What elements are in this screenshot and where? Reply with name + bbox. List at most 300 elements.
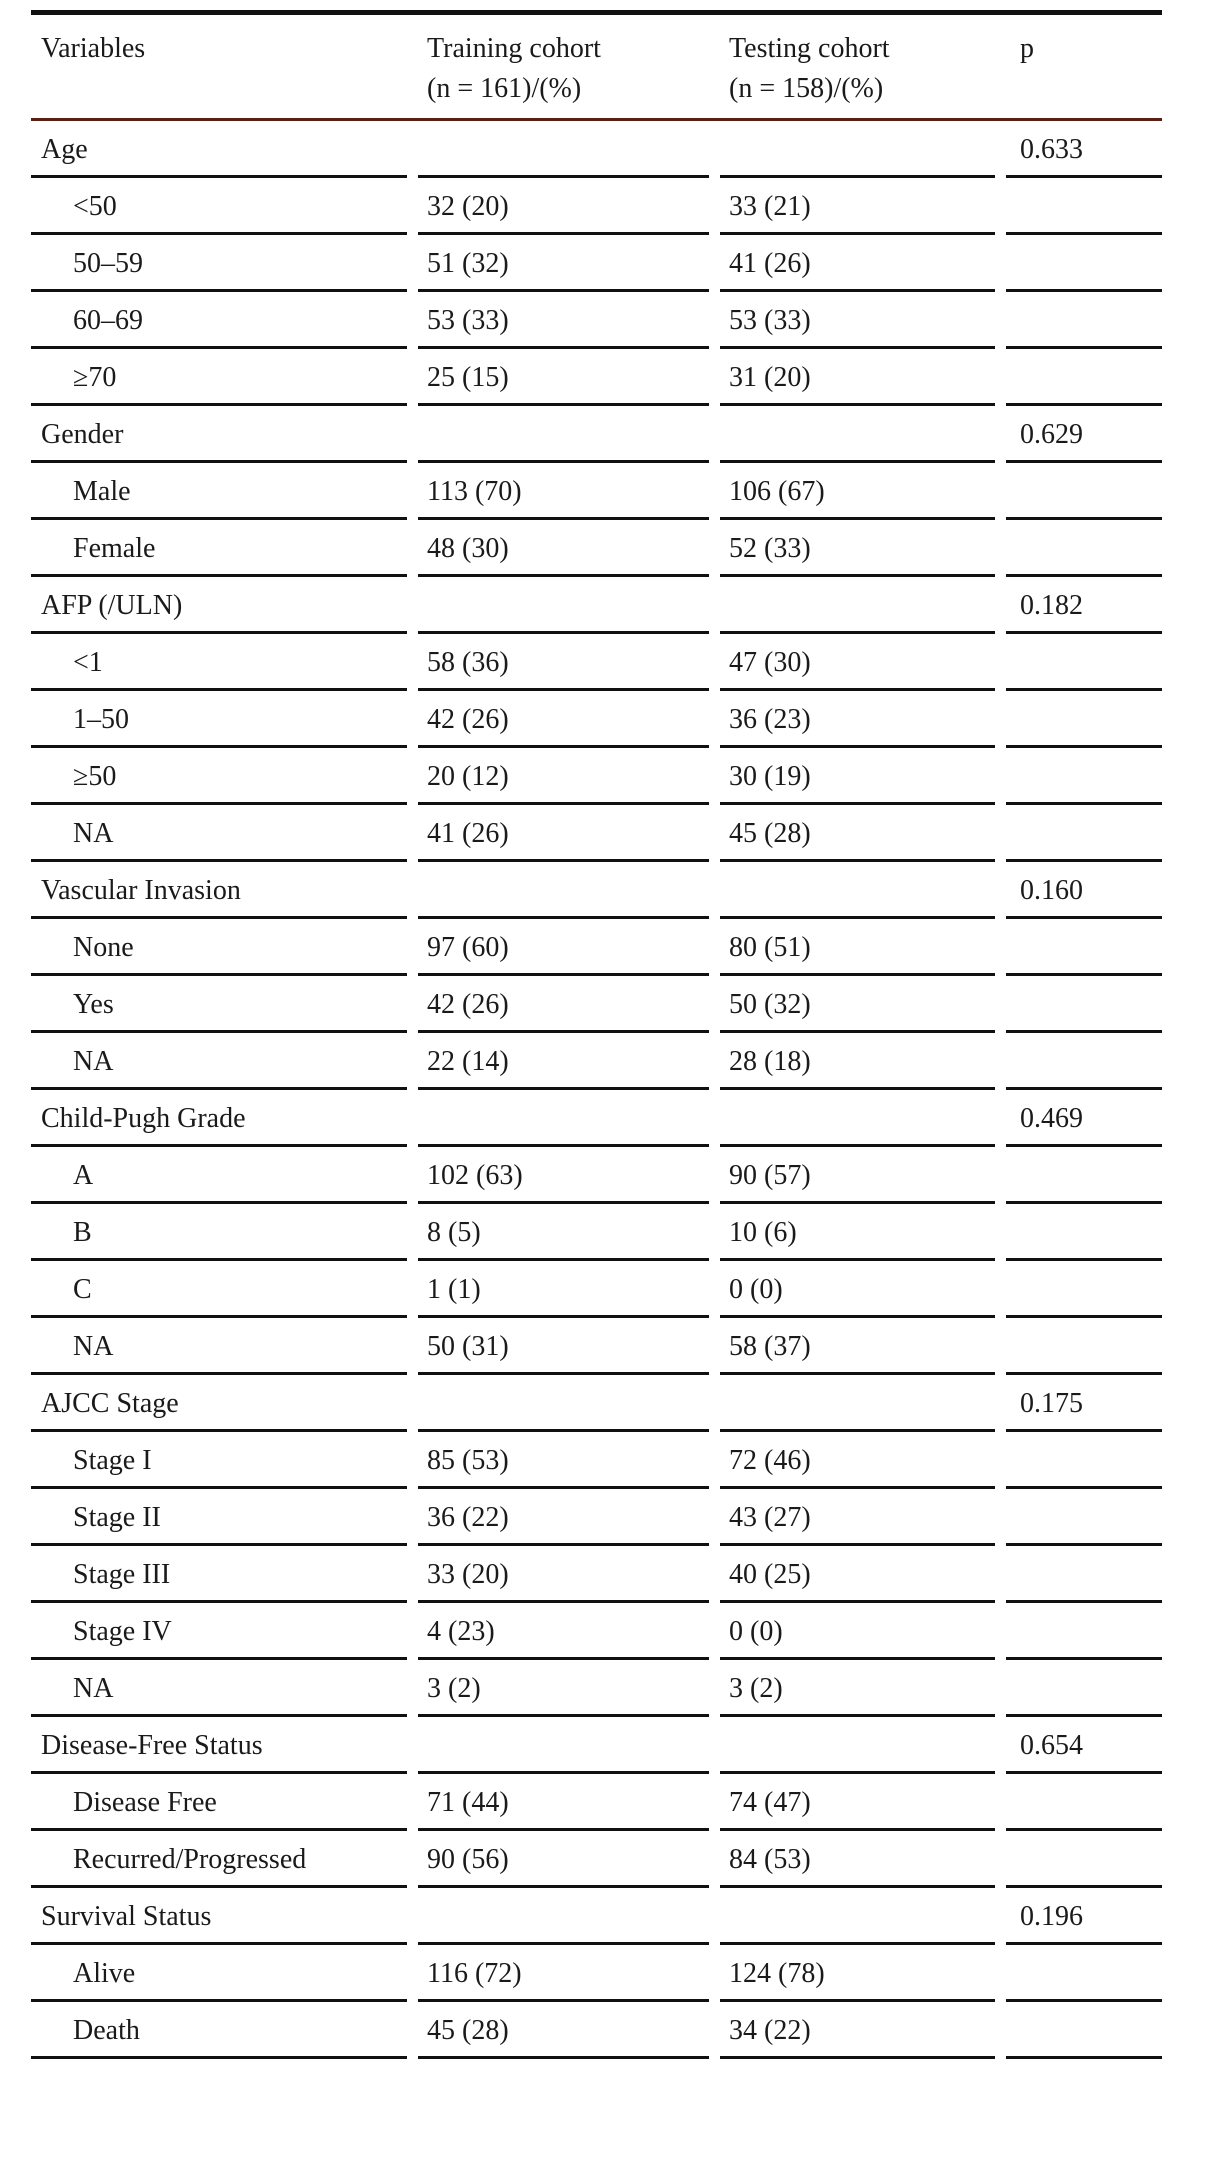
table-group-row	[31, 1375, 1162, 1432]
testing-cohort-cell-text: 90 (57)	[720, 1147, 995, 1204]
header-p-label: p	[1020, 33, 1034, 64]
p-value-cell-text	[1006, 1831, 1162, 1888]
training-cohort-cell-text: 25 (15)	[418, 349, 709, 406]
variable-cell-text: Disease Free	[31, 1774, 407, 1831]
variable-cell-text: Age	[31, 121, 407, 178]
testing-cohort-cell	[720, 1033, 1006, 1090]
testing-cohort-cell-text: 106 (67)	[720, 463, 995, 520]
variable-cell-text: Stage IV	[31, 1603, 407, 1660]
testing-cohort-cell-text: 31 (20)	[720, 349, 995, 406]
header-training-line2: (n = 161)/(%)	[427, 73, 582, 104]
p-value-cell-text	[1006, 1603, 1162, 1660]
testing-cohort-cell-text: 80 (51)	[720, 919, 995, 976]
testing-cohort-cell	[720, 121, 1006, 178]
training-cohort-cell	[418, 748, 720, 805]
training-cohort-cell	[418, 1717, 720, 1774]
variable-cell	[31, 1546, 418, 1603]
variable-cell	[31, 1888, 418, 1945]
table-row	[31, 1489, 1162, 1546]
characteristics-table-container	[31, 10, 1162, 2059]
variable-cell-text: Stage I	[31, 1432, 407, 1489]
variable-cell-text: Alive	[31, 1945, 407, 2002]
training-cohort-cell	[418, 1546, 720, 1603]
variable-cell	[31, 577, 418, 634]
variable-cell	[31, 520, 418, 577]
testing-cohort-cell-text	[720, 1717, 995, 1774]
testing-cohort-cell	[720, 1831, 1006, 1888]
training-cohort-cell	[418, 1831, 720, 1888]
variable-cell-text: A	[31, 1147, 407, 1204]
training-cohort-cell	[418, 2002, 720, 2059]
training-cohort-cell	[418, 691, 720, 748]
variable-cell	[31, 976, 418, 1033]
training-cohort-cell	[418, 235, 720, 292]
testing-cohort-cell	[720, 406, 1006, 463]
variable-cell-text: 50–59	[31, 235, 407, 292]
variable-cell	[31, 1489, 418, 1546]
header-training-cohort	[418, 15, 720, 118]
training-cohort-cell-text	[418, 1888, 709, 1945]
testing-cohort-cell-text: 47 (30)	[720, 634, 995, 691]
training-cohort-cell	[418, 1660, 720, 1717]
training-cohort-cell-text: 116 (72)	[418, 1945, 709, 2002]
p-value-cell	[1006, 1489, 1162, 1546]
p-value-cell	[1006, 121, 1162, 178]
training-cohort-cell	[418, 976, 720, 1033]
variable-cell	[31, 1774, 418, 1831]
training-cohort-cell-text: 41 (26)	[418, 805, 709, 862]
table-row	[31, 1261, 1162, 1318]
header-testing-line1: Testing cohort	[729, 33, 890, 64]
training-cohort-cell	[418, 463, 720, 520]
p-value-cell	[1006, 748, 1162, 805]
p-value-cell-text	[1006, 463, 1162, 520]
variable-cell-text: B	[31, 1204, 407, 1261]
training-cohort-cell-text: 4 (23)	[418, 1603, 709, 1660]
p-value-cell-text	[1006, 1147, 1162, 1204]
testing-cohort-cell-text: 84 (53)	[720, 1831, 995, 1888]
table-header-row	[31, 15, 1162, 118]
testing-cohort-cell-text	[720, 577, 995, 634]
p-value-cell-text: 0.633	[1006, 121, 1162, 178]
training-cohort-cell-text	[418, 577, 709, 634]
variable-cell-text: Child-Pugh Grade	[31, 1090, 407, 1147]
characteristics-table	[31, 15, 1162, 2059]
table-group-row	[31, 862, 1162, 919]
p-value-cell	[1006, 1261, 1162, 1318]
testing-cohort-cell	[720, 1432, 1006, 1489]
training-cohort-cell-text: 85 (53)	[418, 1432, 709, 1489]
p-value-cell	[1006, 862, 1162, 919]
training-cohort-cell-text: 22 (14)	[418, 1033, 709, 1090]
p-value-cell	[1006, 634, 1162, 691]
p-value-cell	[1006, 1204, 1162, 1261]
training-cohort-cell	[418, 292, 720, 349]
testing-cohort-cell-text: 0 (0)	[720, 1261, 995, 1318]
p-value-cell-text	[1006, 178, 1162, 235]
training-cohort-cell	[418, 1090, 720, 1147]
table-body	[31, 121, 1162, 2059]
p-value-cell-text	[1006, 748, 1162, 805]
variable-cell	[31, 1717, 418, 1774]
testing-cohort-cell	[720, 349, 1006, 406]
variable-cell	[31, 2002, 418, 2059]
p-value-cell	[1006, 919, 1162, 976]
p-value-cell	[1006, 2002, 1162, 2059]
training-cohort-cell-text: 33 (20)	[418, 1546, 709, 1603]
testing-cohort-cell	[720, 1261, 1006, 1318]
variable-cell-text: <1	[31, 634, 407, 691]
testing-cohort-cell	[720, 1546, 1006, 1603]
table-row	[31, 691, 1162, 748]
testing-cohort-cell	[720, 1717, 1006, 1774]
variable-cell	[31, 406, 418, 463]
p-value-cell-text	[1006, 634, 1162, 691]
variable-cell-text: Disease-Free Status	[31, 1717, 407, 1774]
table-row	[31, 1945, 1162, 2002]
p-value-cell	[1006, 976, 1162, 1033]
training-cohort-cell	[418, 862, 720, 919]
testing-cohort-cell-text: 3 (2)	[720, 1660, 995, 1717]
testing-cohort-cell-text: 0 (0)	[720, 1603, 995, 1660]
testing-cohort-cell-text: 34 (22)	[720, 2002, 995, 2059]
testing-cohort-cell-text: 45 (28)	[720, 805, 995, 862]
variable-cell-text: NA	[31, 1318, 407, 1375]
variable-cell	[31, 1090, 418, 1147]
p-value-cell	[1006, 406, 1162, 463]
table-row	[31, 1603, 1162, 1660]
variable-cell-text: ≥70	[31, 349, 407, 406]
variable-cell	[31, 292, 418, 349]
testing-cohort-cell	[720, 235, 1006, 292]
training-cohort-cell	[418, 919, 720, 976]
table-row	[31, 178, 1162, 235]
p-value-cell	[1006, 1090, 1162, 1147]
training-cohort-cell	[418, 1147, 720, 1204]
testing-cohort-cell-text: 50 (32)	[720, 976, 995, 1033]
table-row	[31, 520, 1162, 577]
table-row	[31, 919, 1162, 976]
p-value-cell	[1006, 805, 1162, 862]
testing-cohort-cell	[720, 691, 1006, 748]
table-row	[31, 1318, 1162, 1375]
table-row	[31, 1147, 1162, 1204]
p-value-cell-text	[1006, 1432, 1162, 1489]
p-value-cell-text	[1006, 1318, 1162, 1375]
testing-cohort-cell-text	[720, 1090, 995, 1147]
table-row	[31, 1546, 1162, 1603]
p-value-cell-text: 0.160	[1006, 862, 1162, 919]
p-value-cell-text	[1006, 976, 1162, 1033]
variable-cell	[31, 1261, 418, 1318]
testing-cohort-cell-text: 36 (23)	[720, 691, 995, 748]
training-cohort-cell-text: 42 (26)	[418, 691, 709, 748]
training-cohort-cell-text: 50 (31)	[418, 1318, 709, 1375]
testing-cohort-cell	[720, 178, 1006, 235]
p-value-cell	[1006, 292, 1162, 349]
testing-cohort-cell	[720, 1489, 1006, 1546]
p-value-cell-text: 0.469	[1006, 1090, 1162, 1147]
training-cohort-cell	[418, 1432, 720, 1489]
training-cohort-cell	[418, 1375, 720, 1432]
training-cohort-cell-text: 1 (1)	[418, 1261, 709, 1318]
p-value-cell	[1006, 1318, 1162, 1375]
variable-cell-text: 60–69	[31, 292, 407, 349]
training-cohort-cell	[418, 121, 720, 178]
variable-cell	[31, 235, 418, 292]
p-value-cell-text: 0.175	[1006, 1375, 1162, 1432]
p-value-cell	[1006, 178, 1162, 235]
testing-cohort-cell-text: 41 (26)	[720, 235, 995, 292]
testing-cohort-cell	[720, 862, 1006, 919]
p-value-cell	[1006, 520, 1162, 577]
variable-cell	[31, 748, 418, 805]
testing-cohort-cell-text: 72 (46)	[720, 1432, 995, 1489]
variable-cell-text: NA	[31, 1033, 407, 1090]
training-cohort-cell-text: 71 (44)	[418, 1774, 709, 1831]
training-cohort-cell	[418, 406, 720, 463]
testing-cohort-cell-text: 74 (47)	[720, 1774, 995, 1831]
p-value-cell	[1006, 1375, 1162, 1432]
testing-cohort-cell	[720, 577, 1006, 634]
p-value-cell	[1006, 1945, 1162, 2002]
variable-cell	[31, 1033, 418, 1090]
table-group-row	[31, 406, 1162, 463]
p-value-cell	[1006, 1546, 1162, 1603]
p-value-cell-text	[1006, 349, 1162, 406]
header-variables-label: Variables	[41, 33, 146, 64]
p-value-cell-text	[1006, 691, 1162, 748]
training-cohort-cell-text: 58 (36)	[418, 634, 709, 691]
variable-cell	[31, 1204, 418, 1261]
testing-cohort-cell	[720, 805, 1006, 862]
header-variables	[31, 15, 418, 118]
testing-cohort-cell-text: 33 (21)	[720, 178, 995, 235]
variable-cell-text: Female	[31, 520, 407, 577]
training-cohort-cell-text	[418, 406, 709, 463]
header-testing-cohort	[720, 15, 1006, 118]
p-value-cell	[1006, 1774, 1162, 1831]
table-row	[31, 1432, 1162, 1489]
p-value-cell	[1006, 235, 1162, 292]
table-group-row	[31, 1717, 1162, 1774]
table-group-row	[31, 121, 1162, 178]
training-cohort-cell	[418, 1204, 720, 1261]
variable-cell-text: AFP (/ULN)	[31, 577, 407, 634]
testing-cohort-cell-text	[720, 121, 995, 178]
training-cohort-cell-text: 42 (26)	[418, 976, 709, 1033]
testing-cohort-cell-text: 52 (33)	[720, 520, 995, 577]
testing-cohort-cell	[720, 1660, 1006, 1717]
table-row	[31, 748, 1162, 805]
variable-cell	[31, 1375, 418, 1432]
p-value-cell-text	[1006, 919, 1162, 976]
p-value-cell-text	[1006, 1489, 1162, 1546]
training-cohort-cell-text: 3 (2)	[418, 1660, 709, 1717]
variable-cell	[31, 1831, 418, 1888]
training-cohort-cell-text: 53 (33)	[418, 292, 709, 349]
p-value-cell-text	[1006, 1033, 1162, 1090]
training-cohort-cell	[418, 1603, 720, 1660]
variable-cell	[31, 919, 418, 976]
variable-cell	[31, 121, 418, 178]
testing-cohort-cell-text: 124 (78)	[720, 1945, 995, 2002]
variable-cell-text: Gender	[31, 406, 407, 463]
testing-cohort-cell	[720, 1204, 1006, 1261]
testing-cohort-cell-text	[720, 1375, 995, 1432]
testing-cohort-cell	[720, 1888, 1006, 1945]
training-cohort-cell	[418, 1261, 720, 1318]
table-group-row	[31, 1090, 1162, 1147]
variable-cell	[31, 463, 418, 520]
testing-cohort-cell	[720, 520, 1006, 577]
training-cohort-cell	[418, 1774, 720, 1831]
p-value-cell-text: 0.629	[1006, 406, 1162, 463]
testing-cohort-cell-text	[720, 1888, 995, 1945]
p-value-cell	[1006, 1717, 1162, 1774]
table-row	[31, 634, 1162, 691]
testing-cohort-cell	[720, 1375, 1006, 1432]
training-cohort-cell-text: 45 (28)	[418, 2002, 709, 2059]
variable-cell	[31, 178, 418, 235]
variable-cell-text: Stage II	[31, 1489, 407, 1546]
training-cohort-cell	[418, 1489, 720, 1546]
p-value-cell	[1006, 1603, 1162, 1660]
table-row	[31, 805, 1162, 862]
table-row	[31, 235, 1162, 292]
p-value-cell-text	[1006, 1945, 1162, 2002]
testing-cohort-cell	[720, 1945, 1006, 2002]
p-value-cell	[1006, 1432, 1162, 1489]
table-group-row	[31, 577, 1162, 634]
header-p-value	[1006, 15, 1162, 118]
variable-cell	[31, 691, 418, 748]
training-cohort-cell-text: 8 (5)	[418, 1204, 709, 1261]
testing-cohort-cell-text	[720, 862, 995, 919]
variable-cell-text: NA	[31, 805, 407, 862]
table-row	[31, 1660, 1162, 1717]
p-value-cell-text	[1006, 1774, 1162, 1831]
variable-cell-text: C	[31, 1261, 407, 1318]
training-cohort-cell	[418, 520, 720, 577]
testing-cohort-cell	[720, 1147, 1006, 1204]
testing-cohort-cell	[720, 748, 1006, 805]
header-training-line1: Training cohort	[427, 33, 601, 64]
training-cohort-cell	[418, 1318, 720, 1375]
table-row	[31, 2002, 1162, 2059]
testing-cohort-cell	[720, 919, 1006, 976]
p-value-cell-text	[1006, 1546, 1162, 1603]
variable-cell-text: Stage III	[31, 1546, 407, 1603]
p-value-cell-text	[1006, 235, 1162, 292]
p-value-cell-text	[1006, 292, 1162, 349]
variable-cell	[31, 1147, 418, 1204]
p-value-cell-text	[1006, 1204, 1162, 1261]
variable-cell	[31, 1318, 418, 1375]
testing-cohort-cell-text: 30 (19)	[720, 748, 995, 805]
training-cohort-cell-text: 113 (70)	[418, 463, 709, 520]
p-value-cell	[1006, 577, 1162, 634]
p-value-cell-text: 0.182	[1006, 577, 1162, 634]
table-group-row	[31, 1888, 1162, 1945]
p-value-cell	[1006, 463, 1162, 520]
training-cohort-cell-text: 97 (60)	[418, 919, 709, 976]
training-cohort-cell-text	[418, 1375, 709, 1432]
variable-cell-text: Recurred/Progressed	[31, 1831, 407, 1888]
training-cohort-cell-text	[418, 862, 709, 919]
testing-cohort-cell	[720, 292, 1006, 349]
testing-cohort-cell	[720, 1318, 1006, 1375]
variable-cell-text: 1–50	[31, 691, 407, 748]
table-row	[31, 349, 1162, 406]
training-cohort-cell-text	[418, 121, 709, 178]
training-cohort-cell-text: 51 (32)	[418, 235, 709, 292]
training-cohort-cell-text: 102 (63)	[418, 1147, 709, 1204]
p-value-cell	[1006, 1888, 1162, 1945]
training-cohort-cell	[418, 805, 720, 862]
variable-cell	[31, 805, 418, 862]
variable-cell	[31, 634, 418, 691]
variable-cell	[31, 1603, 418, 1660]
testing-cohort-cell	[720, 634, 1006, 691]
training-cohort-cell-text: 48 (30)	[418, 520, 709, 577]
p-value-cell-text	[1006, 1660, 1162, 1717]
variable-cell-text: Male	[31, 463, 407, 520]
variable-cell-text: Death	[31, 2002, 407, 2059]
variable-cell-text: <50	[31, 178, 407, 235]
p-value-cell-text: 0.196	[1006, 1888, 1162, 1945]
table-row	[31, 976, 1162, 1033]
variable-cell	[31, 1660, 418, 1717]
p-value-cell	[1006, 691, 1162, 748]
training-cohort-cell-text	[418, 1717, 709, 1774]
p-value-cell	[1006, 1831, 1162, 1888]
variable-cell	[31, 1432, 418, 1489]
p-value-cell-text	[1006, 2002, 1162, 2059]
header-testing-line2: (n = 158)/(%)	[729, 73, 884, 104]
variable-cell	[31, 1945, 418, 2002]
variable-cell-text: ≥50	[31, 748, 407, 805]
training-cohort-cell-text: 20 (12)	[418, 748, 709, 805]
testing-cohort-cell-text: 43 (27)	[720, 1489, 995, 1546]
p-value-cell	[1006, 349, 1162, 406]
testing-cohort-cell-text: 28 (18)	[720, 1033, 995, 1090]
testing-cohort-cell-text: 40 (25)	[720, 1546, 995, 1603]
table-row	[31, 463, 1162, 520]
testing-cohort-cell	[720, 2002, 1006, 2059]
table-row	[31, 1774, 1162, 1831]
table-row	[31, 1204, 1162, 1261]
training-cohort-cell	[418, 1945, 720, 2002]
variable-cell-text: Yes	[31, 976, 407, 1033]
training-cohort-cell-text: 90 (56)	[418, 1831, 709, 1888]
variable-cell	[31, 862, 418, 919]
variable-cell	[31, 349, 418, 406]
training-cohort-cell	[418, 1033, 720, 1090]
training-cohort-cell	[418, 577, 720, 634]
variable-cell-text: Survival Status	[31, 1888, 407, 1945]
p-value-cell-text: 0.654	[1006, 1717, 1162, 1774]
testing-cohort-cell-text: 53 (33)	[720, 292, 995, 349]
testing-cohort-cell-text: 10 (6)	[720, 1204, 995, 1261]
training-cohort-cell	[418, 349, 720, 406]
table-row	[31, 292, 1162, 349]
training-cohort-cell	[418, 178, 720, 235]
testing-cohort-cell	[720, 976, 1006, 1033]
p-value-cell-text	[1006, 1261, 1162, 1318]
variable-cell-text: AJCC Stage	[31, 1375, 407, 1432]
testing-cohort-cell	[720, 1603, 1006, 1660]
